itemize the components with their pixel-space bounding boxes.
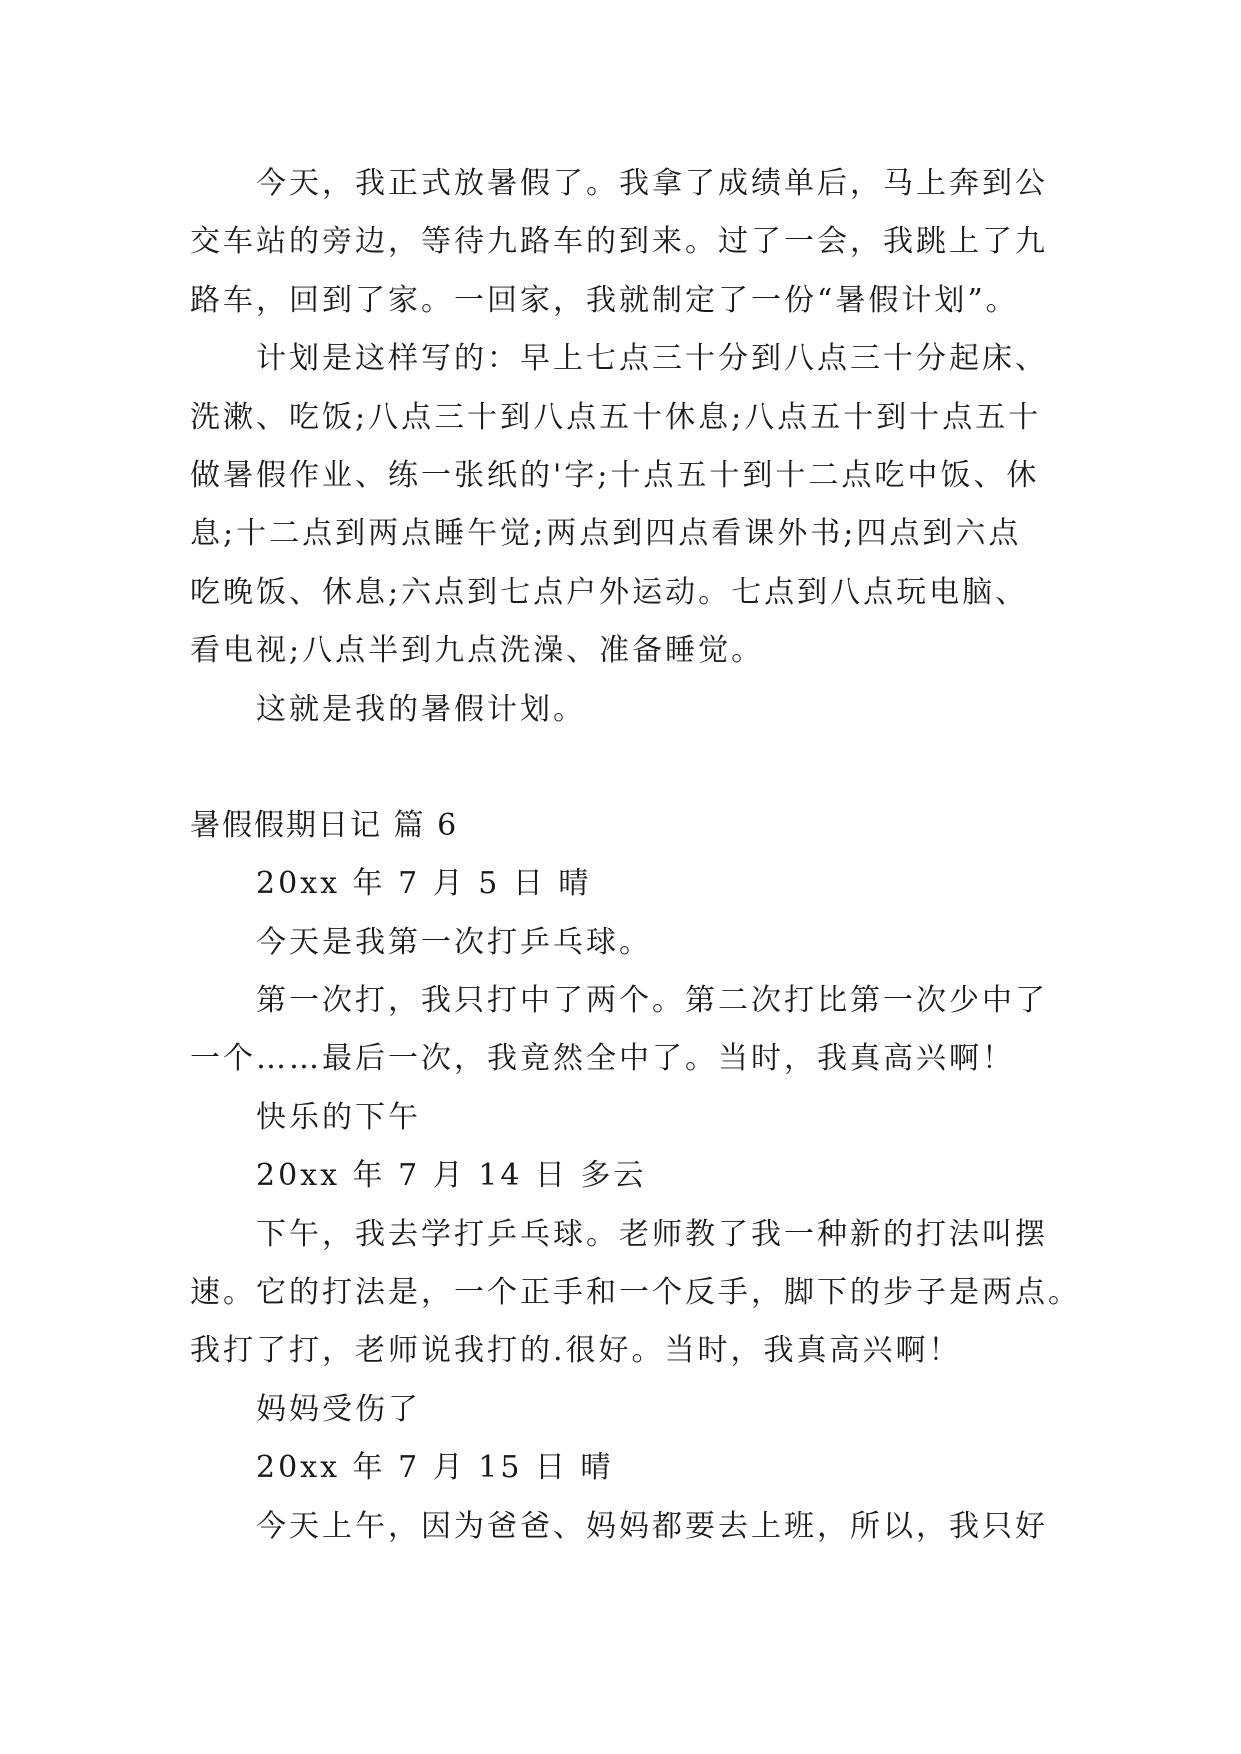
diary-date-line: 20xx 年 7 月 5 日 晴	[256, 866, 592, 902]
paragraph-line: 做暑假作业、练一张纸的'字;十点五十到十二点吃中饭、休	[190, 457, 1040, 493]
paragraph-line: 今天上午，因为爸爸、妈妈都要去上班，所以，我只好	[256, 1508, 1048, 1544]
diary-entry-title: 妈妈受伤了	[256, 1391, 421, 1427]
paragraph-line: 这就是我的暑假计划。	[256, 691, 586, 727]
diary-entry-title: 快乐的下午	[256, 1099, 421, 1135]
paragraph-line: 洗漱、吃饭;八点三十到八点五十休息;八点五十到十点五十	[190, 399, 1042, 435]
paragraph-line: 计划是这样写的：早上七点三十分到八点三十分起床、	[256, 341, 1048, 377]
paragraph-line: 第一次打，我只打中了两个。第二次打比第一次少中了	[256, 983, 1048, 1019]
section-heading: 暑假假期日记 篇 6	[190, 807, 459, 843]
diary-date-line: 20xx 年 7 月 15 日 晴	[256, 1450, 614, 1486]
paragraph-line: 路车，回到了家。一回家，我就制定了一份“暑假计划”。	[190, 282, 1019, 318]
paragraph-line: 交车站的旁边，等待九路车的到来。过了一会，我跳上了九	[190, 224, 1048, 260]
paragraph-line: 今天，我正式放暑假了。我拿了成绩单后，马上奔到公	[256, 166, 1048, 201]
diary-date-line: 20xx 年 7 月 14 日 多云	[256, 1158, 647, 1194]
paragraph-line: 今天是我第一次打乒乓球。	[256, 924, 652, 960]
section-spacer	[190, 739, 1060, 797]
paragraph-line: 速。它的打法是，一个正手和一个反手，脚下的步子是两点。	[190, 1275, 1081, 1311]
document-body	[190, 155, 1081, 1556]
paragraph-line: 我打了打，老师说我打的.很好。当时，我真高兴啊！	[190, 1333, 962, 1369]
paragraph-line: 一个……最后一次，我竟然全中了。当时，我真高兴啊！	[190, 1041, 1015, 1077]
paragraph-line: 息;十二点到两点睡午觉;两点到四点看课外书;四点到六点	[190, 516, 1022, 552]
paragraph-line: 看电视;八点半到九点洗澡、准备睡觉。	[190, 633, 765, 669]
paragraph-line: 吃晚饭、休息;六点到七点户外运动。七点到八点玩电脑、	[190, 574, 1029, 610]
paragraph-line: 下午，我去学打乒乓球。老师教了我一种新的打法叫摆	[256, 1216, 1048, 1252]
